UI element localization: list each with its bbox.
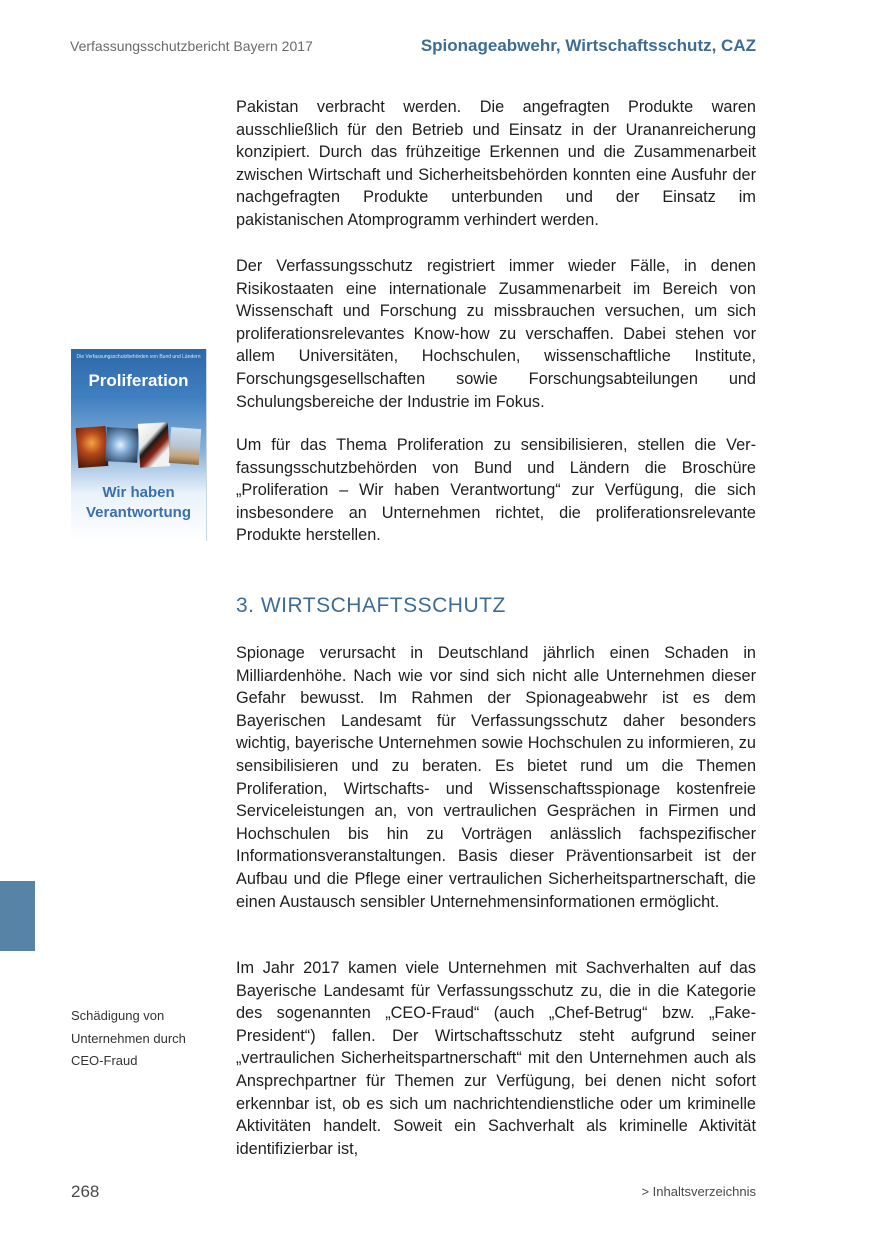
brochure-photo [76, 426, 109, 468]
running-header-chapter: Spionageabwehr, Wirtschaftsschutz, CAZ [420, 36, 756, 55]
paragraph-text: Der Verfassungsschutz registriert immer wieder Fälle, in denen Risikostaaten eine internationale Zusammenarbeit im Bereich von Wissenschaft und Forschung zu missbrauchen versuchen, um sich proliferationsrelevantes Know-how zu verschaffen. Dabei stehen vor allem Universitäten, Hochschulen, wissenschaftliche Institute, Forschungsgesellschaften sowie Forschungsabteilungen und Schulungsbereiche der Industrie im Fokus. [236, 257, 756, 411]
section-heading: 3. WIRTSCHAFTSSCHUTZ [236, 594, 506, 617]
paragraph-text: Um für das Thema Proliferation zu sensibilisieren, stellen die Verfassungsschutzbehörden von Bund und Ländern die Broschüre „Proliferation – Wir haben Verantwortung“ zur Verfügung, die sich insbesondere an Unternehmen richtet, die proliferationsrelevante Produkte herstellen. [236, 436, 756, 545]
running-header-title: Verfassungsschutzbericht Bayern 2017 [70, 38, 313, 54]
brochure-photo [138, 422, 170, 468]
margin-note [71, 1005, 221, 1073]
paragraph-text: Spionage verursacht in Deutschland jährlich einen Schaden in Milliardenhöhe. Nach wie vor sind sich nicht alle Unternehmen dieser Gefahr bewusst. Im Rahmen der Spionageabwehr ist es dem Bayerischen Landesamt für Verfassungsschutz daher besonders wichtig, bayerische Unternehmen sowie Hochschulen zu informieren, zu sensibilisieren und zu beraten. Es bietet rund um die Themen Proliferation, Wirtschafts- und Wissenschaftsspionage kostenfreie Serviceleistungen an, von vertraulichen Gesprächen in Firmen und Hochschulen bis hin zu Vorträgen anlässlich fachspezifischer Informationsveranstaltungen. Basis dieser Präventionsarbeit ist der Aufbau und die Pflege einer vertraulichen Sicherheitspartnerschaft, die einen Austausch sensibler Unternehmensinformationen ermöglicht. [236, 644, 756, 911]
table-of-contents-link[interactable]: > Inhaltsverzeichnis [641, 1184, 756, 1199]
brochure-title: Proliferation [88, 371, 189, 390]
brochure-subtitle-line: Wir haben [102, 484, 175, 501]
body-paragraph [236, 642, 756, 935]
brochure-subtitle-line: Verantwortung [85, 504, 191, 521]
chapter-tab-marker [0, 881, 35, 951]
body-paragraph [236, 957, 756, 1182]
brochure-photo [105, 427, 139, 463]
brochure-publisher: Die Verfassungsschutzbehörden von Bund und Ländern [76, 354, 201, 360]
body-paragraph [236, 96, 756, 254]
margin-note-line: Unternehmen durch [71, 1030, 186, 1046]
body-paragraph [236, 255, 756, 435]
brochure-cover-image [71, 349, 207, 541]
brochure-photo-strip [77, 423, 202, 469]
body-paragraph [236, 434, 756, 569]
paragraph-text: Im Jahr 2017 kamen viele Unternehmen mit Sachverhalten auf das Bayerische Landesamt für Verfassungsschutz zu, die in die Kategorie des sogenannten „CEO-Fraud“ (auch „Chef-Betrug“ bzw. „Fake-President“) fallen. Der Wirtschaftsschutz steht aufgrund seiner „vertraulichen Sicherheitspartnerschaft“ mit den Unternehmen auch als Ansprechpartner für Themen zur Verfügung, bei denen nicht sofort erkennbar ist, ob es sich um nachrichtendienstliche oder um kriminelle Aktivitäten handelt. Soweit ein Sachverhalt als kriminelle Aktivität identifizierbar ist, [236, 959, 756, 1158]
brochure-subtitle [71, 483, 206, 523]
brochure-photo [169, 427, 201, 465]
page-number: 268 [71, 1182, 100, 1201]
margin-note-line: CEO-Fraud [71, 1053, 138, 1068]
paragraph-text: Pakistan verbracht werden. Die angefragten Produkte waren ausschließlich für den Betrieb und Einsatz in der Urananreicherung konzipiert. Durch das frühzeitige Erkennen und die Zusammenarbeit zwischen Wirtschaft und Sicherheitsbehörden konnten eine Ausfuhr der nachgefragten Produkte unterbunden und der Einsatz im pakistanischen Atomprogramm verhindert werden. [236, 98, 756, 229]
margin-note-line: Schädigung von [71, 1008, 165, 1023]
